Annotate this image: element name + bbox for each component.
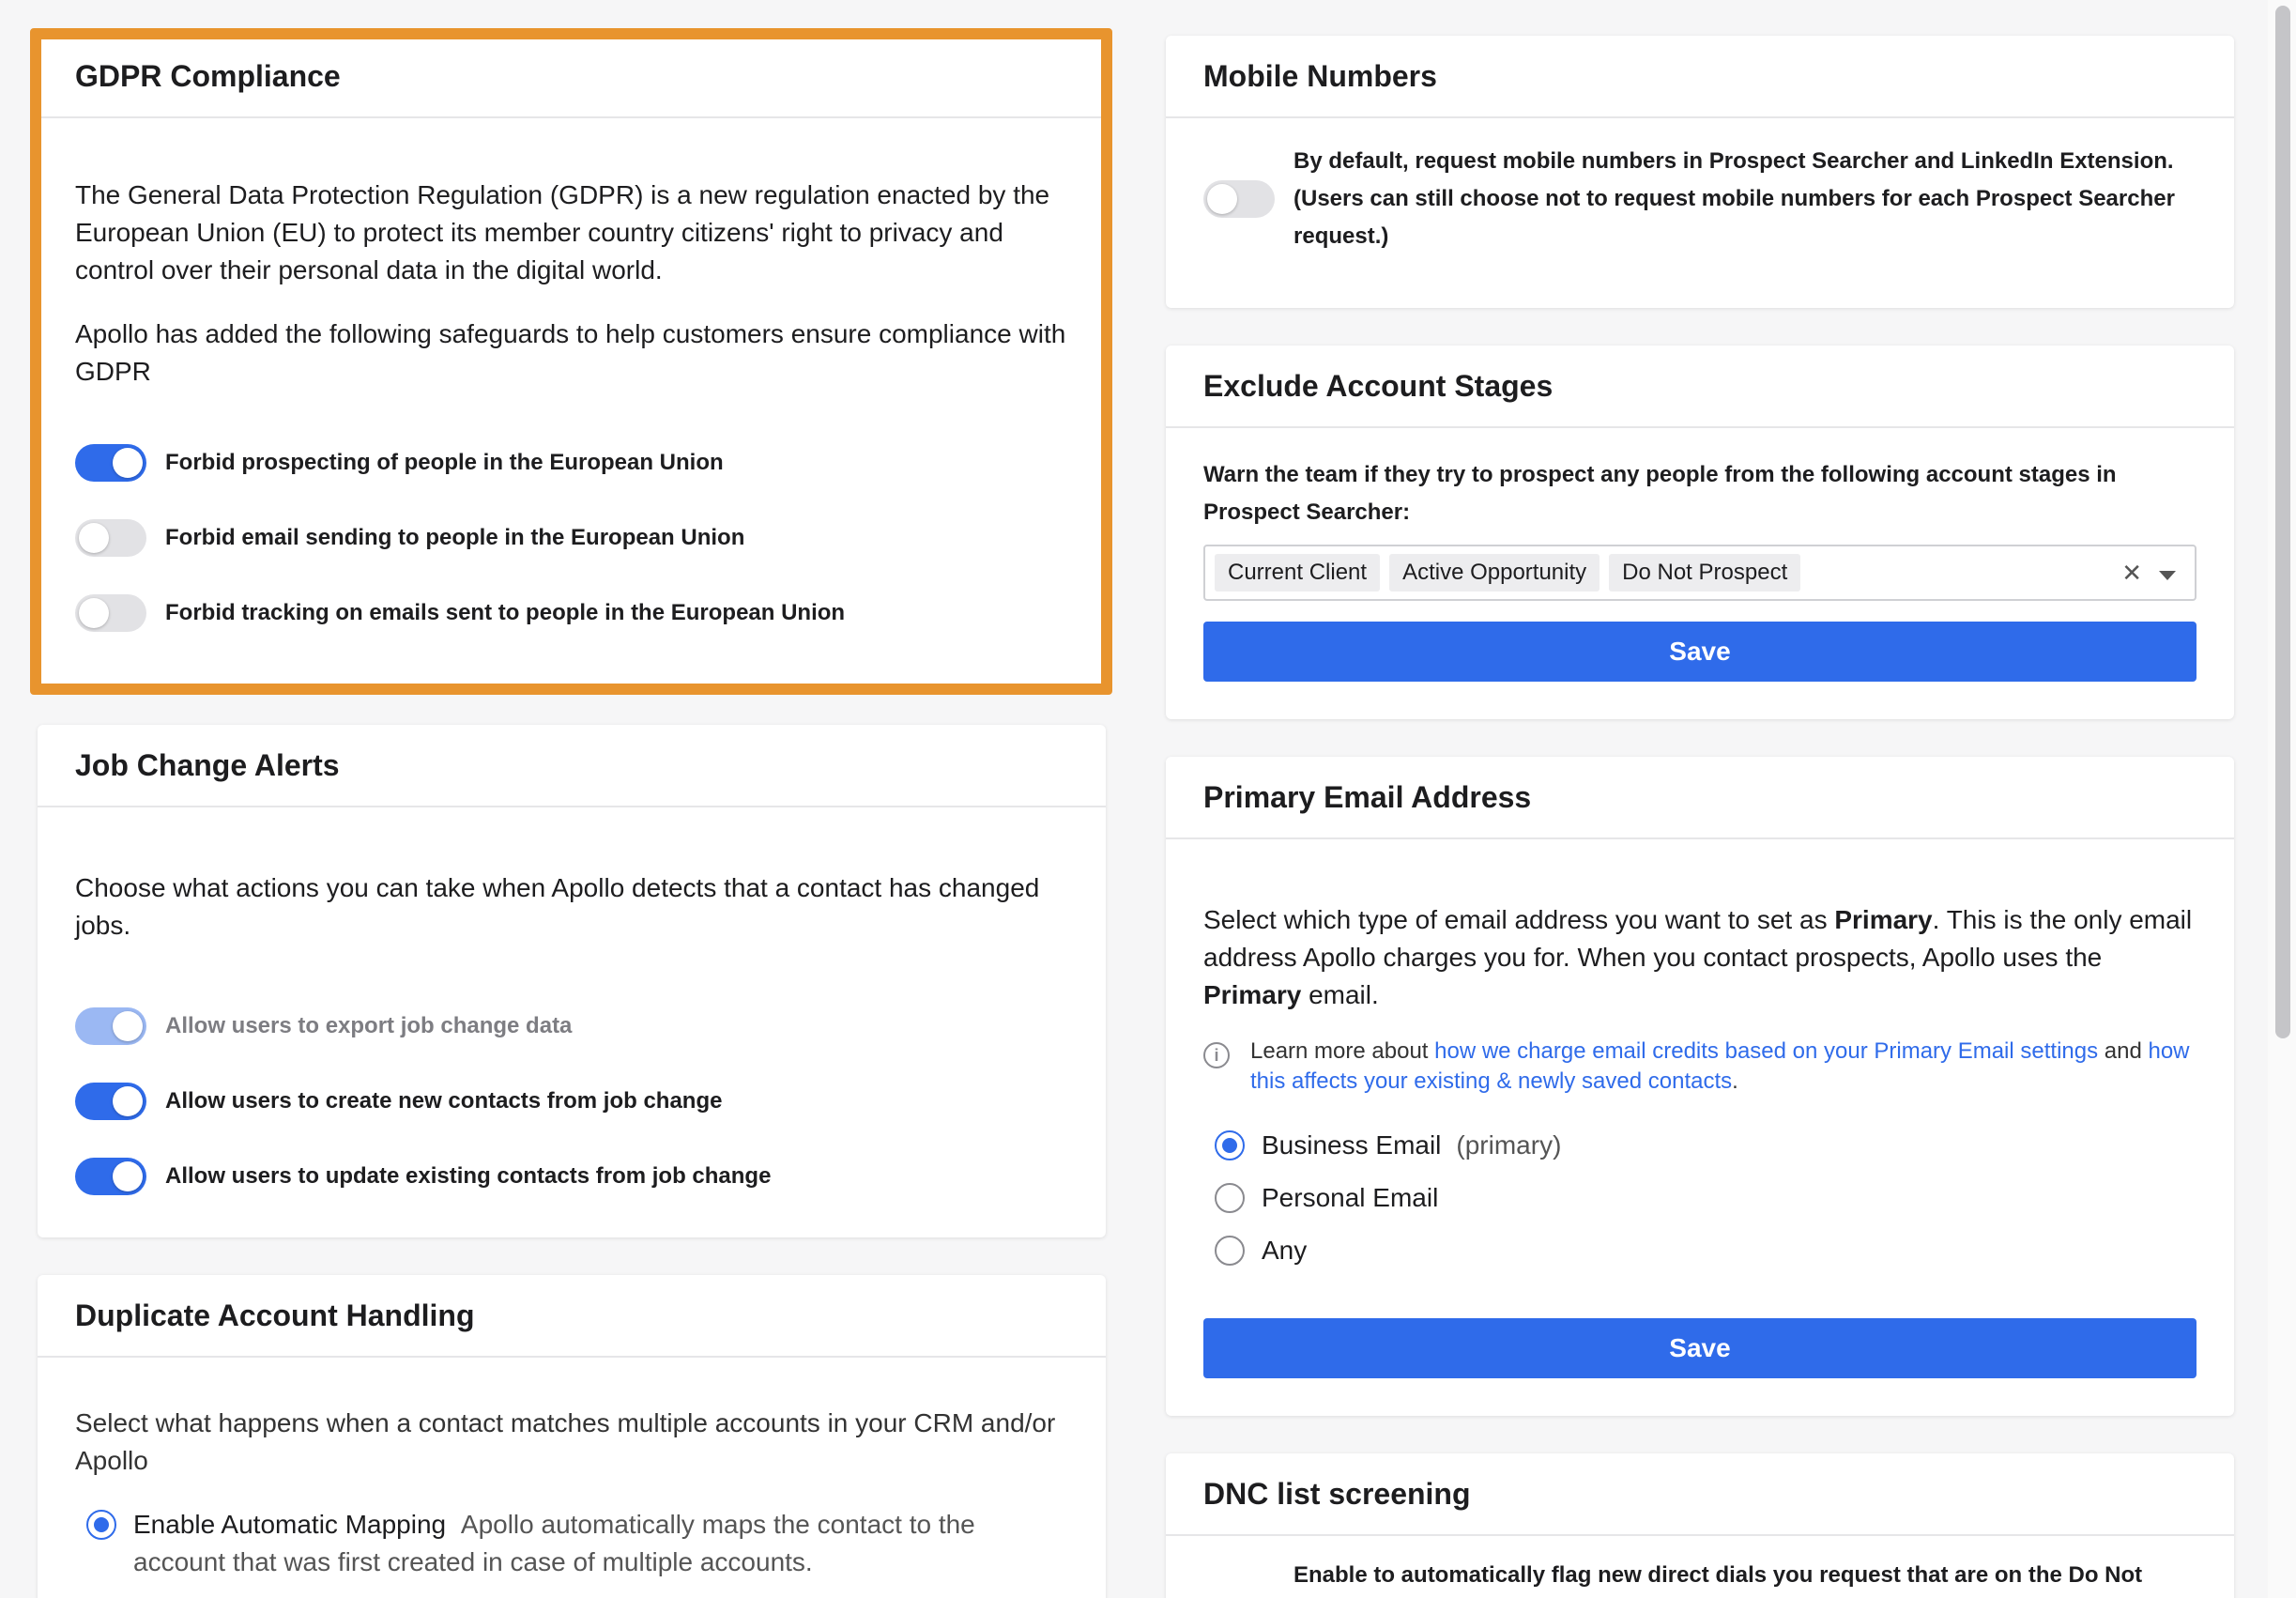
gdpr-toggle-row-prospecting [75,439,1068,486]
option-personal-email[interactable] [1215,1172,2197,1224]
gdpr-card-header [38,36,1106,118]
mobile-toggle-label: By default, request mobile numbers in Prospect Searcher and LinkedIn Extension. (Users can still choose not to request mobile numbers for each Prospect Searcher request.) [1293,148,2175,249]
option-suffix: (primary) [1456,1130,1562,1160]
gdpr-title: GDPR Compliance [75,58,341,93]
link-email-credits[interactable]: how we charge email credits based on your Primary Email settings [1434,1038,2099,1064]
option-business-email[interactable] [1215,1119,2197,1172]
account-stage-select[interactable] [1203,545,2197,601]
duplicate-title: Duplicate Account Handling [75,1298,475,1332]
mobile-card [1166,36,2234,308]
gdpr-card [38,36,1106,687]
gdpr-toggle-row-email [75,515,1068,561]
exclude-card [1166,346,2234,719]
duplicate-card-header [38,1275,1106,1358]
exclude-title: Exclude Account Stages [1203,368,1554,403]
dnc-title: DNC list screening [1203,1476,1471,1511]
primary-email-card-header [1166,757,2234,839]
job-change-card-header [38,725,1106,807]
job-toggle-row-update [75,1153,1068,1200]
gdpr-toggle-row-tracking [75,590,1068,637]
chip-active-opportunity[interactable]: Active Opportunity [1389,554,1600,592]
chip-do-not-prospect[interactable]: Do Not Prospect [1609,554,1800,592]
scrollbar-thumb[interactable] [2275,6,2290,1038]
primary-email-card [1166,757,2234,1416]
radio-personal-email[interactable] [1215,1183,1245,1213]
duplicate-option-auto-mapping[interactable] [75,1506,1068,1581]
mobile-title: Mobile Numbers [1203,58,1437,93]
chip-current-client[interactable]: Current Client [1215,554,1380,592]
gdpr-paragraph-2: Apollo has added the following safeguards to help customers ensure compliance with GDPR [75,319,1066,386]
option-label: Personal Email [1262,1183,1439,1212]
toggle-label: Allow users to create new contacts from job change [165,1088,723,1114]
job-change-description: Choose what actions you can take when Apollo detects that a contact has changed jobs. [75,873,1040,940]
toggle-forbid-email-sending[interactable] [75,519,146,557]
exclude-card-header [1166,346,2234,428]
job-change-card [38,725,1106,1237]
primary-email-save-button[interactable]: Save [1203,1318,2197,1378]
clear-icon[interactable]: ✕ [2121,558,2142,587]
toggle-mobile-numbers[interactable] [1203,180,1275,218]
primary-email-info: i Learn more about how we charge email credits based on your Primary Email settings and how this affects your existing & newly saved contacts. [1203,1037,2197,1097]
radio-any[interactable] [1215,1236,1245,1266]
toggle-label: Forbid tracking on emails sent to people in the European Union [165,600,846,625]
exclude-description: Warn the team if they try to prospect any people from the following account stages in Prospect Searcher: [1203,462,2117,525]
radio-business-email[interactable] [1215,1130,1245,1160]
radio-auto-mapping[interactable] [86,1510,116,1540]
option-label: Business Email [1262,1130,1442,1160]
scrollbar-track[interactable] [2268,0,2296,1598]
option-description: Apollo automatically maps the contact to the account that was first created in case of multiple accounts. [133,1510,975,1576]
gdpr-paragraph-1: The General Data Protection Regulation (GDPR) is a new regulation enacted by the European Union (EU) to protect its member country citizens' right to privacy and control over their personal data in the digital world. [75,180,1050,284]
toggle-label: Allow users to update existing contacts from job change [165,1163,772,1189]
dnc-partial-text: Enable to automatically flag new direct dials you request that are on the Do Not [1293,1562,2143,1588]
primary-email-title: Primary Email Address [1203,779,1532,814]
mobile-card-header [1166,36,2234,118]
job-toggle-row-export [75,1003,1068,1050]
job-toggle-row-create [75,1078,1068,1125]
duplicate-card [38,1275,1106,1598]
link-existing-contacts[interactable]: how this affects your existing & newly saved contacts [1250,1038,2190,1094]
toggle-update-contacts[interactable] [75,1158,146,1195]
job-change-title: Job Change Alerts [75,747,340,782]
toggle-label: Allow users to export job change data [165,1013,573,1038]
chevron-down-icon[interactable] [2159,571,2176,580]
toggle-create-contacts[interactable] [75,1083,146,1120]
duplicate-description: Select what happens when a contact matches multiple accounts in your CRM and/or Apollo [75,1408,1056,1475]
toggle-label: Forbid email sending to people in the European Union [165,525,745,550]
option-label: Enable Automatic Mapping [133,1510,447,1539]
toggle-forbid-tracking[interactable] [75,594,146,632]
info-icon: i [1203,1042,1230,1068]
primary-email-description: Select which type of email address you want to set as Primary. This is the only email address Apollo charges you for. When you contact prospects, Apollo uses the Primary email. [1203,905,2193,1009]
option-label: Any [1262,1236,1308,1265]
toggle-export-job-change [75,1007,146,1045]
option-any[interactable] [1215,1224,2197,1277]
toggle-label: Forbid prospecting of people in the European Union [165,450,724,475]
exclude-save-button[interactable]: Save [1203,622,2197,682]
toggle-forbid-prospecting[interactable] [75,444,146,482]
dnc-card-header [1166,1453,2234,1536]
dnc-card [1166,1453,2234,1598]
